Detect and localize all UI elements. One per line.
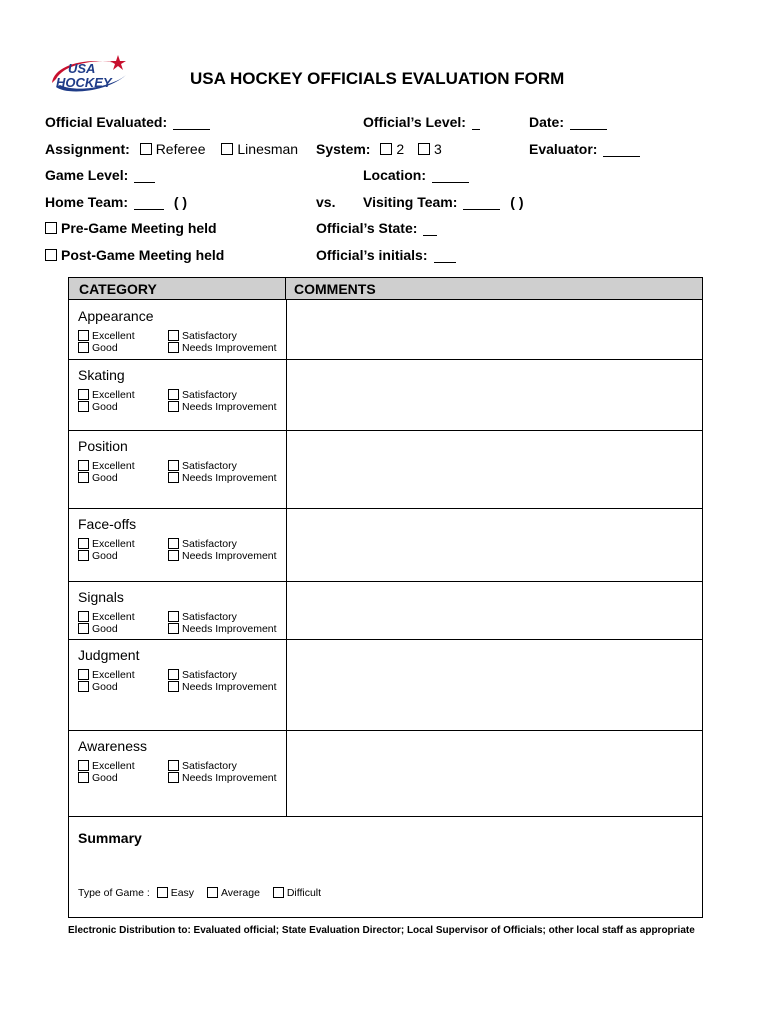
satisfactory-checkbox[interactable] [168, 460, 179, 471]
needs-improvement-checkbox[interactable] [168, 623, 179, 634]
satisfactory-label: Satisfactory [182, 669, 237, 681]
officials-level-label: Official’s Level: [363, 114, 466, 130]
rating-option [78, 681, 135, 693]
system-3-label: 3 [434, 141, 442, 157]
rating-option [78, 772, 135, 784]
pregame-field [45, 220, 217, 236]
official-evaluated-blank[interactable] [173, 115, 210, 130]
comments-cell[interactable] [287, 639, 702, 730]
good-label: Good [92, 772, 118, 784]
system-2-label: 2 [396, 141, 405, 157]
rating-option [168, 550, 277, 562]
rating-options [78, 760, 135, 784]
referee-label: Referee [155, 141, 206, 157]
rating-option [168, 611, 277, 623]
excellent-label: Excellent [92, 760, 135, 772]
postgame-field [45, 247, 224, 263]
good-label: Good [92, 342, 118, 354]
satisfactory-label: Satisfactory [182, 460, 237, 472]
rating-options [168, 669, 277, 693]
rating-option [78, 389, 135, 401]
needs-improvement-label: Needs Improvement [182, 401, 277, 413]
linesman-label: Linesman [237, 141, 299, 157]
rating-option [78, 669, 135, 681]
rating-option [78, 611, 135, 623]
date-blank[interactable] [570, 115, 607, 130]
rating-option [168, 623, 277, 635]
category-header: CATEGORY [69, 278, 286, 300]
easy-checkbox[interactable] [157, 887, 168, 898]
visiting-team-field[interactable] [363, 194, 524, 210]
good-checkbox[interactable] [78, 623, 89, 634]
comments-cell[interactable] [287, 300, 702, 359]
postgame-checkbox[interactable] [45, 249, 57, 261]
satisfactory-label: Satisfactory [182, 330, 237, 342]
rating-option [168, 401, 277, 413]
rating-options [168, 460, 277, 484]
logo-text-usa: USA [68, 61, 96, 76]
system-label: System: [316, 141, 371, 157]
satisfactory-checkbox[interactable] [168, 330, 179, 341]
difficult-label: Difficult [286, 887, 322, 899]
average-label: Average [220, 887, 260, 899]
rating-option [168, 389, 277, 401]
pregame-label: Pre-Game Meeting held [61, 220, 217, 236]
comments-cell[interactable] [287, 581, 702, 639]
satisfactory-checkbox[interactable] [168, 611, 179, 622]
rating-option [168, 772, 277, 784]
needs-improvement-checkbox[interactable] [168, 550, 179, 561]
evaluator-field[interactable] [529, 141, 640, 157]
visiting-team-paren: ( ) [510, 194, 524, 210]
needs-improvement-label: Needs Improvement [182, 681, 277, 693]
game-level-blank[interactable] [134, 168, 155, 183]
rating-options [78, 538, 135, 562]
form-title: USA HOCKEY OFFICIALS EVALUATION FORM [190, 69, 565, 88]
officials-initials-label: Official’s initials: [316, 247, 428, 263]
satisfactory-checkbox[interactable] [168, 669, 179, 680]
type-of-game-row [78, 887, 321, 899]
rating-option [168, 472, 277, 484]
excellent-checkbox[interactable] [78, 760, 89, 771]
needs-improvement-label: Needs Improvement [182, 772, 277, 784]
good-label: Good [92, 623, 118, 635]
satisfactory-label: Satisfactory [182, 760, 237, 772]
needs-improvement-label: Needs Improvement [182, 623, 277, 635]
rating-option [168, 669, 277, 681]
good-checkbox[interactable] [78, 472, 89, 483]
category-title: Signals [78, 589, 124, 605]
game-level-label: Game Level: [45, 167, 129, 183]
comments-cell[interactable] [287, 730, 702, 816]
good-label: Good [92, 681, 118, 693]
vs-label: vs. [316, 194, 336, 210]
satisfactory-label: Satisfactory [182, 389, 237, 401]
rating-options [78, 460, 135, 484]
referee-checkbox[interactable] [140, 143, 152, 155]
rating-option [78, 550, 135, 562]
good-checkbox[interactable] [78, 401, 89, 412]
satisfactory-label: Satisfactory [182, 538, 237, 550]
needs-improvement-label: Needs Improvement [182, 472, 277, 484]
rating-option [168, 342, 277, 354]
usa-hockey-logo [46, 53, 132, 97]
rating-option [168, 760, 277, 772]
rating-option [78, 472, 135, 484]
rating-option [168, 330, 277, 342]
location-label: Location: [363, 167, 426, 183]
excellent-checkbox[interactable] [78, 330, 89, 341]
category-title: Judgment [78, 647, 140, 663]
excellent-label: Excellent [92, 538, 135, 550]
officials-level-field[interactable] [363, 114, 480, 130]
linesman-checkbox[interactable] [221, 143, 233, 155]
rating-options [78, 330, 135, 354]
officials-state-label: Official’s State: [316, 220, 418, 236]
date-field[interactable] [529, 114, 607, 130]
home-team-field[interactable] [45, 194, 187, 210]
excellent-checkbox[interactable] [78, 460, 89, 471]
satisfactory-label: Satisfactory [182, 611, 237, 623]
needs-improvement-checkbox[interactable] [168, 342, 179, 353]
good-checkbox[interactable] [78, 342, 89, 353]
comments-cell[interactable] [287, 359, 702, 430]
rating-option [168, 460, 277, 472]
visiting-team-blank[interactable] [463, 195, 500, 210]
rating-option [78, 460, 135, 472]
excellent-label: Excellent [92, 669, 135, 681]
average-checkbox[interactable] [207, 887, 218, 898]
date-label: Date: [529, 114, 565, 130]
needs-improvement-checkbox[interactable] [168, 772, 179, 783]
pregame-checkbox[interactable] [45, 222, 57, 234]
evaluator-label: Evaluator: [529, 141, 598, 157]
rating-option [78, 538, 135, 550]
officials-level-blank[interactable] [472, 115, 480, 130]
easy-label: Easy [170, 887, 195, 899]
excellent-checkbox[interactable] [78, 538, 89, 549]
logo-text-hockey: HOCKEY [56, 75, 112, 90]
home-team-blank[interactable] [134, 195, 164, 210]
evaluation-table [68, 277, 703, 918]
rating-options [78, 669, 135, 693]
rating-option [78, 623, 135, 635]
category-title: Position [78, 438, 128, 454]
home-team-paren: ( ) [173, 194, 188, 210]
assignment-field [45, 141, 298, 157]
satisfactory-checkbox[interactable] [168, 760, 179, 771]
good-label: Good [92, 550, 118, 562]
good-checkbox[interactable] [78, 772, 89, 783]
excellent-checkbox[interactable] [78, 669, 89, 680]
system-3-checkbox[interactable] [418, 143, 430, 155]
assignment-label: Assignment: [45, 141, 130, 157]
needs-improvement-checkbox[interactable] [168, 472, 179, 483]
rating-options [168, 760, 277, 784]
comments-cell[interactable] [287, 508, 702, 581]
game-level-field[interactable] [45, 167, 155, 183]
officials-initials-field[interactable] [316, 247, 456, 263]
good-label: Good [92, 401, 118, 413]
rating-options [168, 611, 277, 635]
location-blank[interactable] [432, 168, 469, 183]
postgame-label: Post-Game Meeting held [61, 247, 225, 263]
comments-cell[interactable] [287, 430, 702, 508]
excellent-label: Excellent [92, 389, 135, 401]
summary-divider [69, 816, 702, 817]
category-title: Awareness [78, 738, 148, 754]
rating-option [78, 760, 135, 772]
summary-title: Summary [78, 830, 142, 846]
satisfactory-checkbox[interactable] [168, 389, 179, 400]
officials-initials-blank[interactable] [434, 248, 456, 263]
system-field [316, 141, 442, 157]
needs-improvement-label: Needs Improvement [182, 342, 277, 354]
distribution-note: Electronic Distribution to: Evaluated official; State Evaluation Director; Local Supervisor of Officials; other local staff as appropriate [68, 925, 695, 936]
visiting-team-label: Visiting Team: [363, 194, 458, 210]
needs-improvement-checkbox[interactable] [168, 681, 179, 692]
excellent-label: Excellent [92, 611, 135, 623]
rating-option [78, 401, 135, 413]
excellent-label: Excellent [92, 330, 135, 342]
officials-state-field[interactable] [316, 220, 437, 236]
category-title: Skating [78, 367, 125, 383]
comments-header: COMMENTS [286, 278, 702, 300]
needs-improvement-checkbox[interactable] [168, 401, 179, 412]
satisfactory-checkbox[interactable] [168, 538, 179, 549]
system-2-checkbox[interactable] [380, 143, 392, 155]
rating-option [168, 538, 277, 550]
good-checkbox[interactable] [78, 550, 89, 561]
home-team-label: Home Team: [45, 194, 128, 210]
rating-options [168, 330, 277, 354]
rating-options [78, 389, 135, 413]
good-label: Good [92, 472, 118, 484]
evaluator-blank[interactable] [603, 142, 640, 157]
rating-option [78, 330, 135, 342]
officials-state-blank[interactable] [423, 221, 437, 236]
location-field[interactable] [363, 167, 469, 183]
type-of-game-label: Type of Game : [78, 887, 150, 899]
needs-improvement-label: Needs Improvement [182, 550, 277, 562]
good-checkbox[interactable] [78, 681, 89, 692]
official-evaluated-label: Official Evaluated: [45, 114, 168, 130]
rating-option [168, 681, 277, 693]
excellent-checkbox[interactable] [78, 389, 89, 400]
rating-option [78, 342, 135, 354]
rating-options [168, 389, 277, 413]
excellent-checkbox[interactable] [78, 611, 89, 622]
official-evaluated-field[interactable] [45, 114, 210, 130]
excellent-label: Excellent [92, 460, 135, 472]
rating-options [78, 611, 135, 635]
rating-options [168, 538, 277, 562]
difficult-checkbox[interactable] [273, 887, 284, 898]
category-title: Face-offs [78, 516, 137, 532]
category-title: Appearance [78, 308, 154, 324]
